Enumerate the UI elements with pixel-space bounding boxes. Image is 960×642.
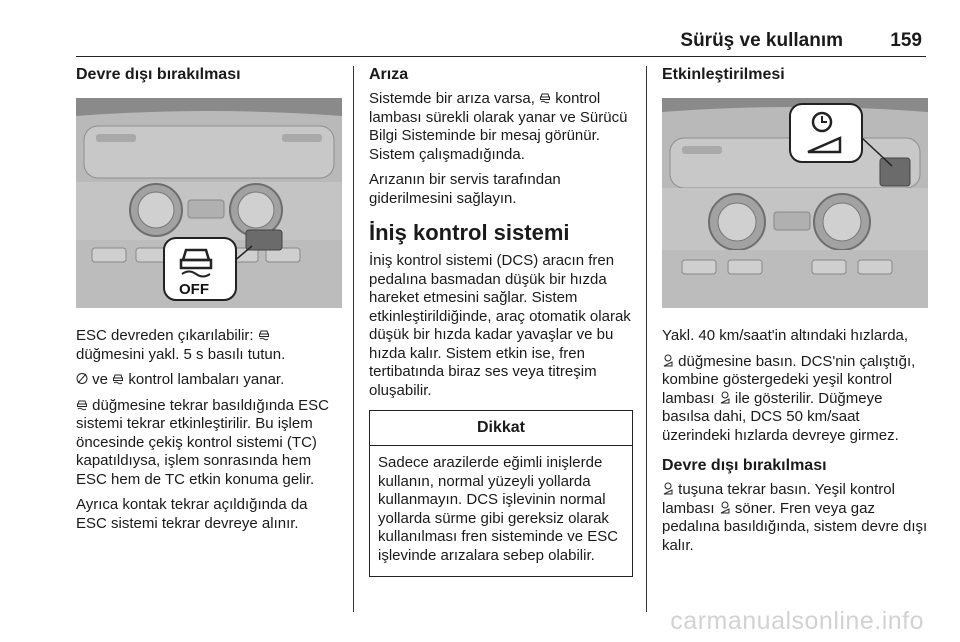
watermark: carmanualsonline.info: [670, 607, 924, 635]
off-label: OFF: [179, 281, 209, 298]
section-title: Sürüş ve kullanım: [680, 30, 844, 51]
paragraph-fault-2: Arızanın bir servis tarafından giderilmesini sağlayın.: [369, 171, 561, 207]
esc-button-illustration: [76, 98, 342, 308]
page-number: 159: [890, 30, 922, 51]
column-middle: [369, 66, 633, 577]
dcs-icon: [662, 482, 674, 495]
dcs-button-illustration: [662, 98, 928, 308]
heading-fault: Arıza: [369, 66, 409, 83]
esc-icon: [112, 372, 124, 385]
dcs-icon: [719, 391, 731, 404]
heading-dcs: İniş kontrol sistemi: [369, 220, 570, 245]
paragraph-esc-3: düğmesine tekrar basıldığında ESC sistemi tekrar etkinleştirilir. Bu işlem öncesinde çekiş kontrol sistemi (TC) kapatıldıysa, işlem sonrasında hem ESC hem de TC etkin konuma gelir.: [76, 396, 329, 488]
header-rule: [76, 56, 926, 57]
esc-icon: [539, 91, 551, 104]
dcs-icon: [719, 501, 731, 514]
tc-off-icon: [76, 372, 88, 385]
column-left: [76, 66, 342, 540]
column-divider: [646, 66, 647, 612]
caution-title: Dikkat: [370, 411, 632, 446]
column-divider: [353, 66, 354, 612]
heading-dcs-off: Devre dışı bırakılması: [662, 457, 827, 474]
esc-off-icon: [258, 328, 270, 341]
heading-esc-off: Devre dışı bırakılması: [76, 66, 241, 83]
paragraph-esc-1: ESC devreden çıkarılabilir: düğmesini yakl. 5 s basılı tutun.: [76, 327, 286, 363]
heading-activation: Etkinleştirilmesi: [662, 66, 785, 83]
caution-box: [369, 410, 633, 577]
esc-off-icon: [76, 398, 88, 411]
paragraph-esc-4: Ayrıca kontak tekrar açıldığında da ESC sistemi tekrar devreye alınır.: [76, 496, 308, 532]
paragraph-dcs-off: tuşuna tekrar basın. Yeşil kontrol lambası söner. Fren veya gaz pedalına basıldığında, sistem devre dışı kalır.: [662, 481, 928, 554]
paragraph-dcs: İniş kontrol sistemi (DCS) aracın fren pedalına basmadan düşük bir hızda hareket etmesini sağlar. Sistem etkinleştirildiğinde, araç otomatik olarak düşük bir hızda kadar yavaşlar ve bu hızda kalır. Sistem etkin ise, fren tertibatında biraz ses veya titreşim oluşabilir.: [369, 252, 631, 399]
page-header: [680, 30, 922, 52]
caution-text: Sadece arazilerde eğimli inişlerde kullanın, normal yüzeyli yollarda kullanmayın. DCS işlevinin normal yollarda sürme gibi gereksiz olarak kullanılması fren sisteminde ve ESC işlevinde arızalara sebep olabilir.: [378, 454, 619, 564]
column-right: [662, 66, 928, 562]
paragraph-activation-1: Yakl. 40 km/saat'in altındaki hızlarda,: [662, 327, 909, 344]
paragraph-activation-2: düğmesine basın. DCS'nin çalıştığı, kombine göstergedeki yeşil kontrol lambası ile gösterilir. Düğmeye basılsa dahi, DCS 50 km/saat üzerindeki hızlarda devreye girmez.: [662, 352, 916, 444]
dcs-icon: [662, 354, 674, 367]
paragraph-esc-2: ve kontrol lambaları yanar.: [76, 371, 342, 390]
paragraph-fault-1: Sistemde bir arıza varsa, kontrol lambası sürekli olarak yanar ve Sürücü Bilgi Sisteminde bir mesaj görünür. Sistem çalışmadığında.: [369, 90, 628, 163]
